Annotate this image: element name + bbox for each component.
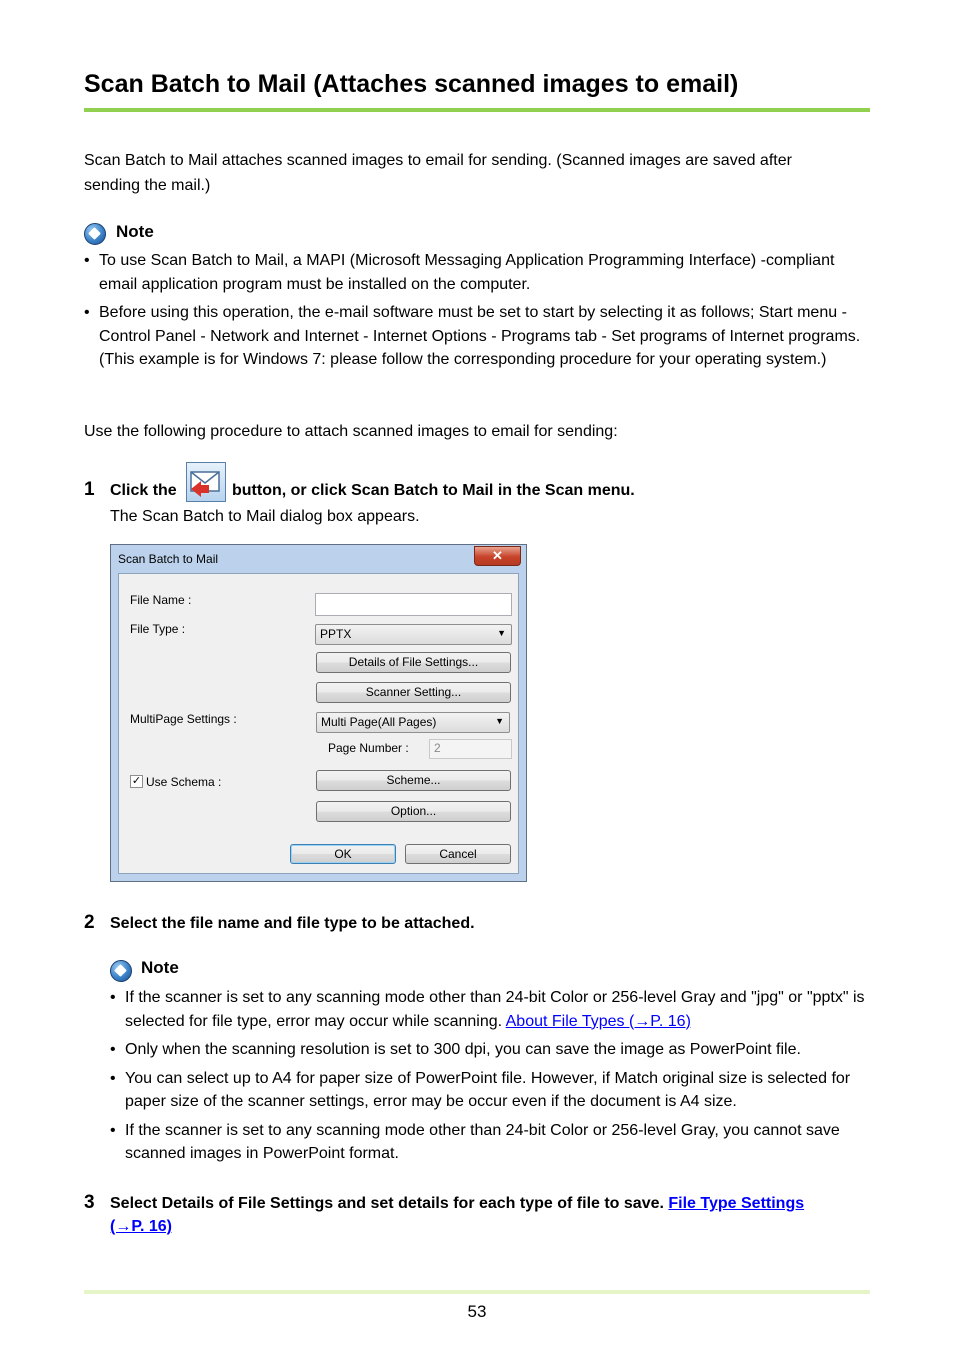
note-heading: Note bbox=[141, 958, 179, 977]
note-2-list bbox=[110, 986, 871, 1166]
option-button[interactable]: Option... bbox=[316, 801, 511, 822]
scanner-setting-button[interactable]: Scanner Setting... bbox=[316, 682, 511, 703]
note-heading: Note bbox=[116, 222, 154, 241]
step-3-link-line-2 bbox=[110, 1218, 172, 1236]
step-3-number: 3 bbox=[84, 1192, 95, 1213]
ok-button[interactable]: OK bbox=[290, 844, 396, 864]
file-name-input[interactable] bbox=[315, 593, 512, 616]
intro-line-2: sending the mail.) bbox=[84, 177, 211, 194]
dialog-client-area bbox=[118, 573, 519, 874]
details-of-file-settings-button[interactable]: Details of File Settings... bbox=[316, 652, 511, 673]
scan-batch-to-mail-button-icon bbox=[186, 462, 226, 502]
list-item: • Only when the scanning resolution is set to 300 dpi, you can save the image as PowerPoint file. bbox=[110, 1041, 801, 1058]
page-title: Scan Batch to Mail (Attaches scanned images to email) bbox=[84, 70, 739, 98]
intro-line-1: Scan Batch to Mail attaches scanned images to email for sending. (Scanned images are saved after bbox=[84, 152, 792, 169]
step-1-result: The Scan Batch to Mail dialog box appears. bbox=[110, 508, 420, 525]
page-number-label: Page Number : bbox=[328, 741, 409, 755]
step-2-number: 2 bbox=[84, 912, 95, 933]
title-underline bbox=[84, 108, 870, 112]
use-schema-checkbox[interactable]: ✓ bbox=[131, 775, 142, 787]
multipage-settings-label: MultiPage Settings : bbox=[130, 712, 237, 726]
multipage-settings-select[interactable]: Multi Page(All Pages) ▼ bbox=[316, 712, 510, 733]
scheme-button[interactable]: Scheme... bbox=[316, 770, 511, 791]
note-icon bbox=[84, 223, 106, 245]
step-3-text: Select Details of File Settings and set details for each type of file to save. File Type Settings bbox=[110, 1195, 805, 1212]
file-name-label: File Name : bbox=[130, 593, 192, 607]
use-schema-label: Use Schema : bbox=[146, 775, 222, 789]
list-item: • If the scanner is set to any scanning mode other than 24-bit Color or 256-level Gray, you cannot save scanned images in PowerPoint format. bbox=[110, 1121, 840, 1162]
chevron-down-icon: ▼ bbox=[497, 628, 506, 638]
note-icon bbox=[110, 960, 132, 982]
dialog-title: Scan Batch to Mail bbox=[118, 552, 219, 566]
dialog-titlebar bbox=[111, 545, 526, 573]
intro-paragraph bbox=[84, 149, 874, 198]
footer-rule bbox=[84, 1290, 870, 1294]
about-file-types-link[interactable]: About File Types (→P. 16) bbox=[505, 1012, 691, 1030]
step-1-text-after: button, or click Scan Batch to Mail in the Scan menu. bbox=[232, 482, 635, 499]
file-type-label: File Type : bbox=[130, 622, 186, 636]
list-item: • If the scanner is set to any scanning mode other than 24-bit Color or 256-level Gray and "jpg" or "pptx" is selected for file type, error may occur while scanning. About File Types (→P. 16) bbox=[110, 989, 865, 1030]
close-icon: ✕ bbox=[492, 548, 503, 563]
step-1-number: 1 bbox=[84, 479, 95, 500]
file-type-settings-link[interactable]: File Type Settings bbox=[668, 1195, 805, 1212]
page-number: 53 bbox=[467, 1302, 487, 1321]
page-number-input[interactable]: 2 bbox=[429, 739, 512, 759]
chevron-down-icon: ▼ bbox=[495, 716, 504, 726]
file-type-settings-link-page[interactable]: (→P. 16) bbox=[110, 1218, 172, 1235]
file-type-select[interactable]: PPTX ▼ bbox=[315, 624, 512, 645]
list-item: • To use Scan Batch to Mail, a MAPI (Microsoft Messaging Application Programming Interface) -compliant email application program must be installed on the computer. bbox=[84, 252, 835, 293]
scan-batch-to-mail-dialog bbox=[110, 544, 527, 882]
note-1-list bbox=[84, 249, 871, 372]
step-1-text-before: Click the bbox=[110, 482, 177, 499]
list-item: • Before using this operation, the e-mail software must be set to start by selecting it as follows; Start menu - Control Panel - Network and Internet - Internet Options - Programs tab - Set programs of Internet programs. (This example is for Windows 7: please follow the corresponding procedure for your operating system.) bbox=[84, 304, 861, 368]
cancel-button[interactable]: Cancel bbox=[405, 844, 511, 864]
close-button[interactable] bbox=[474, 546, 521, 566]
list-item: • You can select up to A4 for paper size of PowerPoint file. However, if Match original size is selected for paper size of the scanner settings, error may be occur even if the document is A4 size. bbox=[110, 1069, 851, 1110]
step-2-text: Select the file name and file type to be attached. bbox=[110, 915, 475, 932]
procedure-intro: Use the following procedure to attach scanned images to email for sending: bbox=[84, 423, 618, 440]
